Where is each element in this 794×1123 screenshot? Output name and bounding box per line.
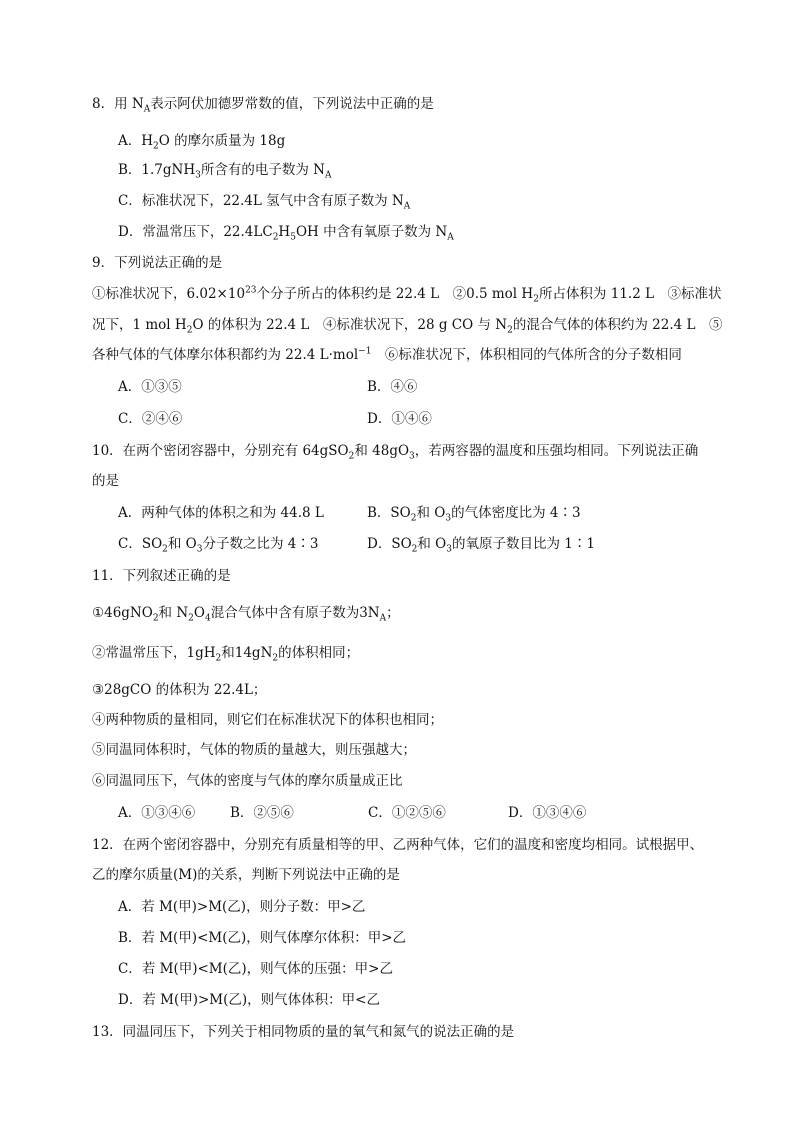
question-9-option-d: D．①④⑥	[367, 411, 432, 427]
question-8-option-b: B．1.7gNH$_3$所含有的电子数为 $N_A$	[118, 162, 332, 181]
question-9-statement-line-2: 况下，1 mol $H_2O$ 的体积为 22.4 L ④标准状况下，28 g CO 与 $N_2$的混合气体的体积约为 22.4 L ⑤	[92, 317, 723, 336]
question-11-option-a: A．①③④⑥	[118, 805, 196, 821]
question-8-option-c: C．标准状况下，22.4L 氢气中含有原子数为 $N_A$	[118, 193, 411, 212]
question-11-option-c: C．①②⑤⑥	[368, 805, 446, 821]
question-12-option-b: B．若 M(甲)<M(乙)，则气体摩尔体积：甲>乙	[118, 930, 407, 946]
question-8-option-d: D．常温常压下，$22.4LC_2H_5OH$ 中含有氧原子数为 $N_A$	[118, 224, 454, 243]
question-12-option-a: A．若 M(甲)>M(乙)，则分子数：甲>乙	[118, 899, 366, 915]
question-12-option-d: D．若 M(甲)>M(乙)，则气体体积：甲<乙	[118, 992, 380, 1008]
question-11-option-d: D．①③④⑥	[508, 805, 587, 821]
question-10-stem-line-2: 的是	[92, 473, 119, 489]
question-9-stem: 9．下列说法正确的是	[92, 255, 223, 271]
question-12-stem-line-1: 12．在两个密闭容器中，分别充有质量相等的甲、乙两种气体，它们的温度和密度均相同。试根据甲、	[92, 837, 704, 853]
question-9-option-a: A．①③⑤	[118, 379, 182, 395]
question-11-item-2: ②常温常压下，$1gH_2$和$14gN_2$的体积相同；	[92, 645, 360, 664]
question-11-item-3: ③28gCO 的体积为 22.4L；	[92, 682, 267, 698]
question-11-option-b: B．②⑤⑥	[230, 805, 294, 821]
question-11-item-1: ①46gNO$_2$和 $N_2O_4$混合气体中含有原子数为$3N_A$；	[92, 605, 400, 624]
question-10-option-a: A．两种气体的体积之和为 44.8 L	[118, 505, 324, 521]
question-8-option-a: A．$H_2O$ 的摩尔质量为 18g	[118, 133, 286, 152]
question-11-item-6: ⑥同温同压下，气体的密度与气体的摩尔质量成正比	[92, 773, 403, 789]
question-9-option-b: B．④⑥	[367, 379, 418, 395]
question-11-stem: 11．下列叙述正确的是	[92, 568, 231, 584]
question-9-statement-line-1: ①标准状况下，$6.02\times 10^{23}$个分子所占的体积约是 22.4 L ②0.5 mol $H_2$所占体积为 11.2 L ③标准状	[92, 285, 722, 305]
question-9-statement-line-3: 各种气体的气体摩尔体积都约为 22.4 L·mol$^{-1}$ ⑥标准状况下，体积相同的气体所含的分子数相同	[92, 346, 682, 363]
question-10-option-b: B．$SO_2$和 $O_3$的气体密度比为 4∶3	[367, 505, 581, 524]
question-10-stem-line-1: 10．在两个密闭容器中，分别充有 64gSO$_2$和 $48gO_3$，若两容器的温度和压强均相同。下列说法正确	[92, 443, 699, 462]
question-12-stem-line-2: 乙的摩尔质量(M)的关系，判断下列说法中正确的是	[92, 867, 400, 883]
question-11-item-5: ⑤同温同体积时，气体的物质的量越大，则压强越大；	[92, 742, 416, 758]
question-12-option-c: C．若 M(甲)<M(乙)，则气体的压强：甲>乙	[118, 961, 393, 977]
question-10-option-d: D．$SO_2$和 $O_3$的氧原子数目比为 1∶1	[367, 536, 595, 555]
question-13-stem: 13．同温同压下，下列关于相同物质的量的氧气和氮气的说法正确的是	[92, 1024, 515, 1040]
question-10-option-c: C．$SO_2$和 $O_3$分子数之比为 4∶3	[118, 536, 319, 555]
question-9-option-c: C．②④⑥	[118, 411, 183, 427]
question-8-stem: 8．用 $N_A$表示阿伏加德罗常数的值，下列说法中正确的是	[92, 96, 434, 115]
question-11-item-4: ④两种物质的量相同，则它们在标准状况下的体积也相同；	[92, 712, 443, 728]
